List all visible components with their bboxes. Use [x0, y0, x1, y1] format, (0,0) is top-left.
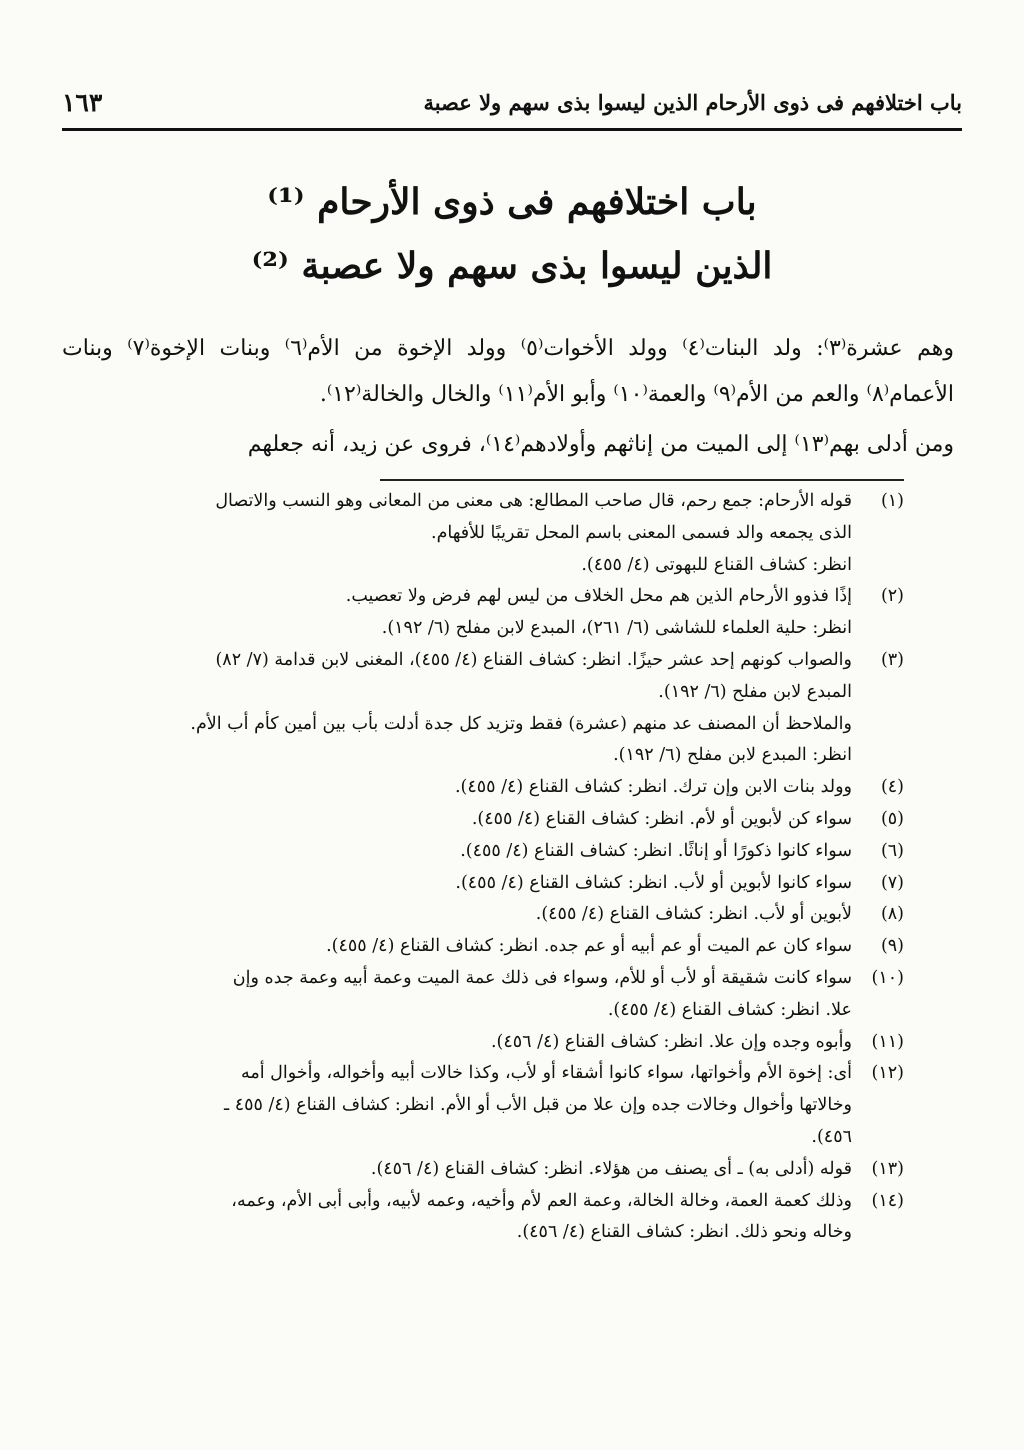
- running-header: [62, 88, 962, 131]
- footnote-number: (٨): [880, 904, 904, 925]
- footnote-2: [58, 581, 904, 645]
- footnote-number: (٢): [880, 586, 904, 607]
- footnote-number: (٣): [880, 649, 904, 670]
- footnote-14: [58, 1186, 904, 1250]
- footnote-line: المبدع لابن مفلح (٦/ ١٩٢).: [658, 681, 852, 702]
- footnote-number: (٩): [880, 936, 904, 957]
- footnote-3: [58, 645, 904, 772]
- footnote-line: ٤٥٦).: [811, 1126, 852, 1147]
- running-title: باب اختلافهم فى ذوى الأرحام الذين ليسوا بذى سهم ولا عصبة: [423, 90, 962, 115]
- page-number: ١٦٣: [62, 88, 103, 117]
- footnote-1: [58, 486, 904, 581]
- footnote-line: انظر: كشاف القناع للبهوتى (٤/ ٤٥٥).: [581, 554, 852, 575]
- footnote-line: سواء كانوا ذكورًا أو إناثًا. انظر: كشاف القناع (٤/ ٤٥٥).: [460, 840, 852, 861]
- footnote-12: [58, 1058, 904, 1153]
- footnote-line: إذًا فذوو الأرحام الذين هم محل الخلاف من ليس لهم فرض ولا تعصيب.: [345, 586, 852, 607]
- footnote-line: وخاله ونحو ذلك. انظر: كشاف القناع (٤/ ٤٥٦).: [516, 1222, 852, 1243]
- footnote-line: وولد بنات الابن وإن ترك. انظر: كشاف القناع (٤/ ٤٥٥).: [454, 777, 852, 798]
- footnote-number: (١٤): [871, 1190, 904, 1211]
- footnote-line: وخالاتها وأخوال وخالات جده وإن علا من قبل الأب أو الأم. انظر: كشاف القناع (٤/ ٤٥٥ ـ: [224, 1095, 852, 1116]
- footnote-line: انظر: حلية العلماء للشاشى (٦/ ٢٦١)، المبدع لابن مفلح (٦/ ١٩٢).: [381, 618, 852, 639]
- footnote-number: (١٠): [871, 967, 904, 988]
- footnote-4: [58, 772, 904, 804]
- footnote-line: علا. انظر: كشاف القناع (٤/ ٤٥٥).: [607, 999, 852, 1020]
- footnote-line: لأبوين أو لأب. انظر: كشاف القناع (٤/ ٤٥٥).: [535, 904, 852, 925]
- chapter-title-line-1: باب اختلافهم فى ذوى الأرحام ⁽¹⁾: [267, 181, 757, 223]
- footnote-line: الذى يجمعه والد فسمى المعنى باسم المحل تقريبًا للأفهام.: [431, 522, 852, 543]
- footnote-line: انظر: المبدع لابن مفلح (٦/ ١٩٢).: [613, 745, 852, 766]
- footnote-line: وأبوه وجده وإن علا. انظر: كشاف القناع (٤/ ٤٥٦).: [490, 1031, 852, 1052]
- footnote-number: (٤): [880, 777, 904, 798]
- footnote-line: وذلك كعمة العمة، وخالة الخالة، وعمة العم لأم وأخيه، وعمه لأبيه، وأبى أبى الأم، وعمه،: [231, 1190, 852, 1211]
- footnote-separator: [380, 479, 904, 481]
- footnote-6: [58, 836, 904, 868]
- footnote-line: سواء كانوا لأبوين أو لأب. انظر: كشاف القناع (٤/ ٤٥٥).: [455, 872, 852, 893]
- footnote-line: والملاحظ أن المصنف عد منهم (عشرة) فقط وتزيد كل جدة أدلت بأب بين أمين كأم أب الأم.: [190, 713, 852, 734]
- footnote-line: قوله (أدلى به) ـ أى يصنف من هؤلاء. انظر: كشاف القناع (٤/ ٤٥٦).: [370, 1158, 852, 1179]
- footnote-13: [58, 1154, 904, 1186]
- footnote-11: [58, 1027, 904, 1059]
- footnote-9: [58, 931, 904, 963]
- body-paragraph: ومن أدلى بهم⁽١٣⁾ إلى الميت من إناثهم وأولادهم⁽١٤⁾، فروى عن زيد، أنه جعلهم: [247, 432, 954, 457]
- footnote-number: (٦): [880, 840, 904, 861]
- footnote-line: سواء كان عم الميت أو عم أبيه أو عم جده. انظر: كشاف القناع (٤/ ٤٥٥).: [326, 936, 852, 957]
- footnote-number: (٥): [880, 808, 904, 829]
- footnote-number: (١١): [871, 1031, 904, 1052]
- footnote-number: (١): [880, 491, 904, 511]
- footnote-line: أى: إخوة الأم وأخواتها، سواء كانوا أشقاء أو لأب، وكذا خالات أبيه وأخواله، وأخوال أمه: [240, 1063, 852, 1084]
- footnote-line: سواء كن لأبوين أو لأم. انظر: كشاف القناع (٤/ ٤٥٥).: [471, 808, 852, 829]
- main-text: [62, 326, 954, 468]
- body-paragraph: وهم عشرة⁽٣⁾: ولد البنات⁽٤⁾ وولد الأخوات⁽٥⁾ وولد الإخوة من الأم⁽٦⁾ وبنات الإخوة⁽٧⁾ وبنات الأعمام⁽٨⁾ والعم من الأم⁽٩⁾ والعمة⁽١٠⁾ وأبو الأم⁽١١⁾ والخال والخالة⁽١٢⁾.: [62, 336, 954, 407]
- chapter-title-line-2: الذين ليسوا بذى سهم ولا عصبة ⁽²⁾: [251, 245, 773, 287]
- footnote-line: والصواب كونهم إحد عشر حيزًا. انظر: كشاف القناع (٤/ ٤٥٥)، المغنى لابن قدامة (٧/ ٨٢): [215, 649, 852, 670]
- footnote-7: [58, 868, 904, 900]
- footnotes: [58, 486, 904, 1249]
- footnote-number: (١٢): [871, 1063, 904, 1084]
- footnote-10: [58, 963, 904, 1027]
- footnote-8: [58, 899, 904, 931]
- chapter-title: [62, 170, 962, 298]
- footnote-number: (١٣): [871, 1158, 904, 1179]
- footnote-number: (٧): [880, 872, 904, 893]
- footnote-line: قوله الأرحام: جمع رحم، قال صاحب المطالع: هى معنى من المعانى وهو النسب والاتصال: [215, 491, 852, 511]
- footnote-5: [58, 804, 904, 836]
- footnote-line: سواء كانت شقيقة أو لأب أو للأم، وسواء فى ذلك عمة الميت وعمة أبيه وعمة جده وإن: [232, 967, 852, 988]
